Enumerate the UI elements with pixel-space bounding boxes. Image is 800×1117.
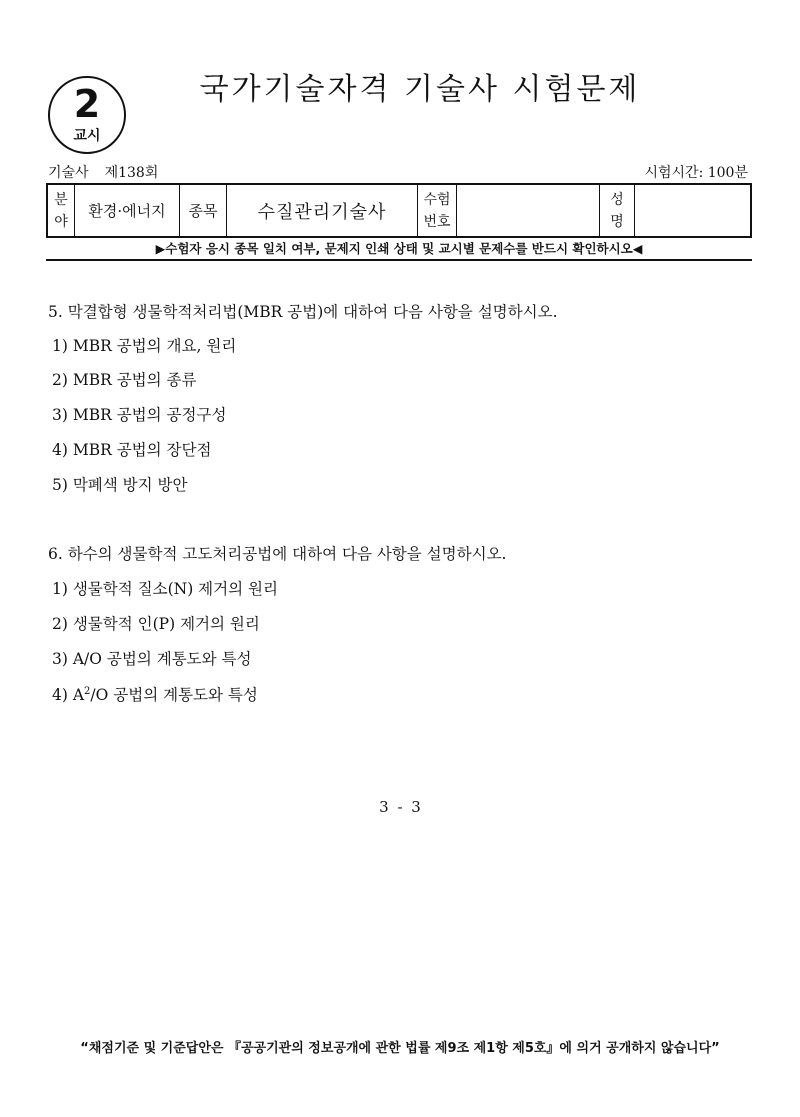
- session-badge: [48, 76, 126, 154]
- exam-info-table: [46, 183, 752, 238]
- page-number: 3 - 3: [379, 798, 421, 816]
- item-4-suffix: /O 공법의 계통도와 특성: [90, 686, 258, 704]
- exam-number-label-2: 번호: [423, 213, 451, 230]
- item-4-prefix: 4) A: [52, 686, 85, 704]
- notice-text: ▶수험자 응시 종목 일치 여부, 문제지 인쇄 상태 및 교시별 문제수를 반드시 확인하시오◀: [155, 241, 643, 256]
- session-number: 2: [73, 82, 101, 126]
- exam-category: 기술사: [48, 165, 89, 181]
- exam-number-label-cell: [418, 184, 457, 237]
- question-5-stem: 5. 막결합형 생물학적처리법(MBR 공법)에 대하여 다음 사항을 설명하시오.: [48, 303, 558, 321]
- question-5-item-5: 5) 막폐색 방지 방안: [52, 476, 188, 494]
- question-5-item-4: 4) MBR 공법의 장단점: [52, 441, 212, 459]
- exam-meta-left: [48, 164, 158, 182]
- footer-notice: “채점기준 및 기준답안은 『공공기관의 정보공개에 관한 법률 제9조 제1항 제5호』에 의거 공개하지 않습니다”: [80, 1041, 720, 1056]
- field-label-cell: [47, 184, 75, 237]
- exam-number-field[interactable]: [457, 184, 600, 237]
- name-field[interactable]: [635, 184, 752, 237]
- exam-time: 시험시간: 100분: [644, 165, 748, 181]
- item-4-superscript: 2: [84, 686, 91, 697]
- question-5-item-3: 3) MBR 공법의 공정구성: [52, 406, 227, 424]
- field-label-1: 분: [54, 191, 68, 208]
- page-title: 국가기술자격 기술사 시험문제: [199, 72, 641, 107]
- name-label-2: 명: [610, 213, 624, 230]
- field-value: 환경·에너지: [75, 184, 180, 237]
- question-5-item-1: 1) MBR 공법의 개요, 원리: [52, 337, 237, 355]
- exam-round: 제138회: [104, 165, 159, 181]
- name-label-1: 성: [610, 191, 624, 208]
- divider: [46, 259, 752, 261]
- exam-number-label-1: 수험: [423, 191, 451, 208]
- subject-value: 수질관리기술사: [227, 184, 418, 237]
- field-label-2: 야: [54, 213, 68, 230]
- subject-label: 종목: [180, 184, 227, 237]
- question-6-item-2: 2) 생물학적 인(P) 제거의 원리: [52, 615, 260, 633]
- question-5-item-2: 2) MBR 공법의 종류: [52, 371, 197, 389]
- question-6-item-1: 1) 생물학적 질소(N) 제거의 원리: [52, 580, 278, 598]
- question-6-stem: 6. 하수의 생물학적 고도처리공법에 대하여 다음 사항을 설명하시오.: [48, 545, 507, 563]
- session-label: 교시: [73, 128, 101, 144]
- question-6-item-3: 3) A/O 공법의 계통도와 특성: [52, 650, 252, 668]
- question-6-item-4: [52, 685, 258, 705]
- name-label-cell: [600, 184, 635, 237]
